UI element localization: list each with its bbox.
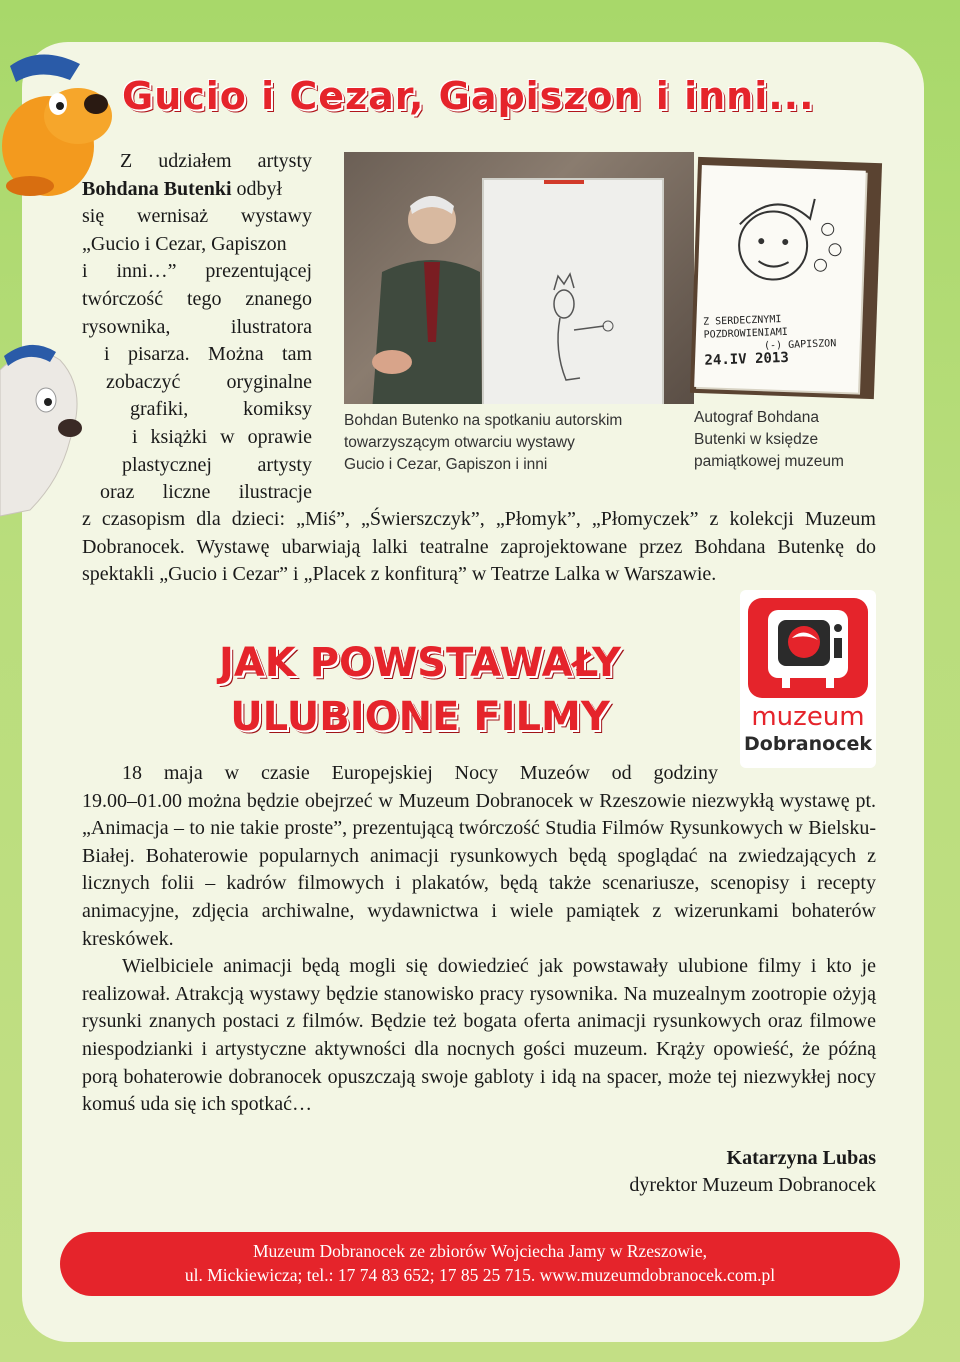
caption-line: pamiątkowej muzeum (694, 453, 844, 470)
autograph-dedication (703, 311, 837, 369)
intro-line: Z udziałem artysty (120, 150, 312, 172)
photo-butenko-drawing (344, 152, 694, 404)
photo1-caption (344, 410, 684, 476)
caption-line: Butenki w księdze (694, 431, 819, 448)
intro-left-column (82, 148, 312, 507)
logo-line-2: Dobranocek (744, 733, 872, 755)
signature (500, 1145, 876, 1199)
autograph-line: (-) GAPISZON (763, 338, 837, 352)
page-title: Gucio i Cezar, Gapiszon i inni... (122, 74, 815, 118)
intro-line: rysownika, ilustratora (82, 315, 312, 338)
intro-line: plastycznej artysty (122, 453, 312, 476)
intro-line: „Gucio i Cezar, Gapiszon (82, 232, 287, 255)
article-body (82, 760, 876, 1119)
section-heading-line: ULUBIONE FILMY (230, 694, 610, 740)
section-heading-line: JAK POWSTAWAŁY (218, 640, 622, 686)
intro-line (82, 176, 312, 204)
autograph-page (694, 165, 866, 393)
footer-banner (60, 1232, 900, 1296)
intro-continuation-text: z czasopism dla dzieci: „Miś”, „Świerszczyk”, „Płomyk”, „Płomyczek” z kolekcji Muzeum Dobranocek. Wystawę ubarwiają lalki teatralne zaprojektowane przez Bohdana Butenkę do spektakli „Gucio i Cezar” i „Placek z konfiturą” w Teatrze Lalka w Warszawie. (82, 508, 876, 586)
intro-continuation (82, 506, 876, 589)
photo-autograph-book (690, 157, 882, 399)
flipchart-sketch-illustration (484, 180, 662, 404)
man-figure-illustration (362, 192, 482, 404)
intro-line: grafiki, komiksy (130, 398, 312, 421)
intro-line: oraz liczne ilustracje (100, 481, 312, 504)
logo-red-tile (748, 598, 868, 698)
tv-logo-icon (748, 598, 868, 698)
intro-line: się wernisaż wystawy (82, 205, 312, 228)
caption-line: towarzyszącym otwarciu wystawy (344, 434, 575, 451)
flipchart-board (482, 178, 664, 404)
caption-line: Gucio i Cezar, Gapiszon i inni (344, 456, 548, 473)
intro-line: i pisarza. Można tam (104, 343, 312, 366)
photo2-caption (694, 407, 884, 473)
intro-line: twórczość tego znanego (82, 287, 312, 310)
signature-role: dyrektor Muzeum Dobranocek (629, 1174, 876, 1196)
museum-logo (740, 590, 876, 768)
white-dog-mascot-illustration (0, 330, 90, 520)
footer-line-2: ul. Mickiewicza; tel.: 17 74 83 652; 17 85 25 715. www.muzeumdobranocek.com.pl (184, 1265, 776, 1285)
signature-name: Katarzyna Lubas (726, 1147, 876, 1169)
autograph-line: Z SERDECZNYMI (702, 314, 782, 328)
artist-name-bold: Bohdana Butenki (82, 177, 232, 200)
article-paragraph-1: 19.00–01.00 można będzie obejrzeć w Muzeum Dobranocek w Rzeszowie niezwykłą wystawę pt. „Animacja – to nie takie proste”, prezentującą twórczość Studia Filmów Rysunkowych w Bielsku-Białej. Bohaterowie popularnych animacji rysunkowych będą spoglądać na zwiedzających z licznych folii – kadrów filmowych i plakatów, będą także scenariusze, scenopisy i recepty animacyjne, zdjęcia archiwalne, wydawnictwa i wiele pamiątek z wizerunkami bohaterów kreskówek. (82, 789, 876, 950)
intro-line: i inni…” prezentującej (82, 260, 312, 283)
article-paragraph-1-first-line: 18 maja w czasie Europejskiej Nocy Muzeów od godziny (122, 762, 718, 784)
autograph-line: POZDROWIENIAMI (703, 326, 789, 341)
intro-line: i książki w oprawie (132, 425, 312, 448)
intro-line: zobaczyć oryginalne (106, 370, 312, 393)
caption-line: Autograf Bohdana (694, 409, 819, 426)
caption-line: Bohdan Butenko na spotkaniu autorskim (344, 412, 623, 429)
logo-line-1: muzeum (751, 702, 865, 732)
footer-line-1: Muzeum Dobranocek ze zbiorów Wojciecha Jamy w Rzeszowie, (252, 1241, 708, 1261)
intro-line-part: odbył (236, 177, 283, 200)
section-heading (160, 636, 680, 744)
article-paragraph-2: Wielbiciele animacji będą mogli się dowiedzieć jak powstawały ulubione filmy i kto je realizował. Atrakcją wystawy będzie stanowisko pracy rysownika. Na muzealnym zootropie ożyją rysunki znanych postaci z filmów. Będzie też bogata oferta animacji rysunkowych oraz filmowe niespodzianki i artystyczne aktywności dla nocnych gości muzeum. Krąży opowieść, że późną porą bohaterowie dobranocek opuszczają swoje gabloty i idą na spacer, może tej niezwykłej nocy komuś uda się ich spotkać… (82, 955, 876, 1116)
autograph-date: 24.IV 2013 (704, 349, 790, 369)
